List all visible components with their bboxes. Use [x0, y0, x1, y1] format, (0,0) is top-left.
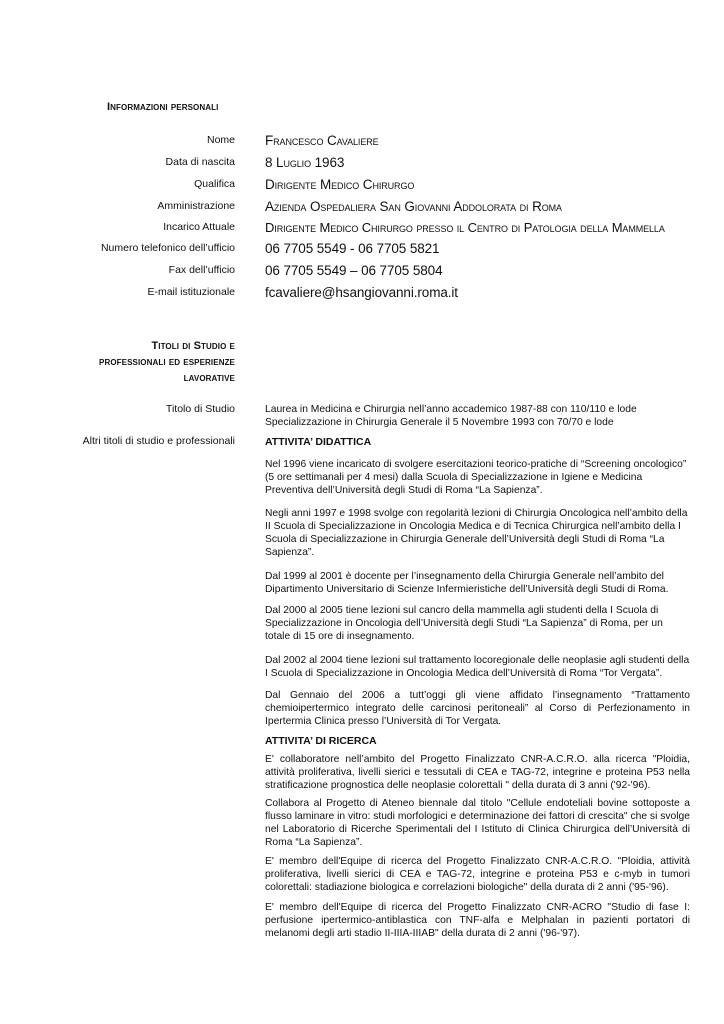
value-incarico: Dirigente Medico Chirurgo presso il Centro di Patologia della Mammella	[265, 220, 665, 235]
titolo-line-specializzazione: Specializzazione in Chirurgia Generale il 5 Novembre 1993 con 70/70 e lode	[265, 417, 614, 428]
ricerca-paragraph-4: E' membro dell'Equipe di ricerca del Progetto Finalizzato CNR-ACRO "Studio di fase I: perfusione ipertermico-antiblastica con TNF-alfa e Melphalan in pazienti portatori di melanomi degli arti stadio II-IIIA-IIIAB" della durata di 2 anni ('96-'97).	[265, 902, 690, 939]
value-telefono: 06 7705 5549 - 06 7705 5821	[265, 241, 440, 256]
value-email[interactable]: fcavaliere@hsangiovanni.roma.it	[265, 285, 458, 300]
studies-heading	[99, 338, 235, 386]
didattica-paragraph-3: Dal 1999 al 2001 è docente per l’insegnamento della Chirurgia Generale nell’ambito del Dipartimento Universitario di Scienze Infermieristiche dell’Università degli Studi di Roma.	[265, 571, 669, 595]
studies-heading-line2: professionali ed esperienze	[99, 356, 235, 368]
titolo-line-laurea: Laurea in Medicina e Chirurgia nell’anno accademico 1987-88 con 110/110 e lode	[265, 404, 637, 415]
label-nome: Nome	[206, 134, 235, 146]
value-nome: Francesco Cavaliere	[265, 133, 379, 148]
didattica-paragraph-2: Negli anni 1997 e 1998 svolge con regolarità lezioni di Chirurgia Oncologica nell’ambito della II Scuola di Specializzazione in Oncologia Medica e di Tecnica Chirurgica nell’ambito della I Scuola di Specializzazione in Chirurgia Generale dell’Università degli Studi di Roma “La Sapienza”.	[265, 508, 688, 558]
studies-heading-line1: Titoli di Studio e	[151, 340, 235, 352]
label-qualifica: Qualifica	[194, 178, 235, 190]
ricerca-paragraph-1: E' collaboratore nell’ambito del Progetto Finalizzato CNR-A.C.R.O. alla ricerca "Ploidia, attività proliferativa, livelli sierici e tessutali di CEA e TAG-72, integrine e proteina P53 nella stratificazione prognostica delle neoplasie colorettali " della durata di 3 anni ('92-'96).	[265, 754, 690, 791]
label-incarico: Incarico Attuale	[163, 221, 235, 233]
value-amministrazione: Azienda Ospedaliera San Giovanni Addolorata di Roma	[265, 199, 562, 214]
studies-heading-line3: lavorative	[183, 372, 235, 384]
personal-info-heading: Informazioni personali	[107, 101, 219, 113]
label-data-nascita: Data di nascita	[165, 156, 235, 168]
titolo-studio-text	[265, 403, 690, 429]
label-titolo-studio: Titolo di Studio	[165, 403, 235, 415]
label-telefono: Numero telefonico dell’ufficio	[100, 242, 235, 254]
value-data-nascita: 8 Luglio 1963	[265, 155, 345, 170]
didattica-paragraph-4: Dal 2000 al 2005 tiene lezioni sul cancro della mammella agli studenti della I Scuola di Specializzazione in Oncologia dell’Università degli Studi “La Sapienza” di Roma, per un totale di 15 ore di insegnamento.	[265, 605, 663, 642]
label-amministrazione: Amministrazione	[157, 200, 235, 212]
label-altri-titoli: Altri titoli di studio e professionali	[82, 435, 235, 447]
value-qualifica: Dirigente Medico Chirurgo	[265, 177, 415, 192]
didattica-paragraph-5: Dal 2002 al 2004 tiene lezioni sul trattamento locoregionale delle neoplasie agli studenti della I Scuola di Specializzazione in Oncologia Medica dell’Università di Roma “Tor Vergata”.	[265, 655, 690, 679]
didattica-paragraph-6: Dal Gennaio del 2006 a tutt’oggi gli viene affidato l’insegnamento “Trattamento chemioipertermico integrato delle carcinosi peritoneali” al Corso di Perfezionamento in Ipertermia Clinica presso l’Università di Tor Vergata.	[265, 690, 690, 727]
ricerca-paragraph-2: Collabora al Progetto di Ateneo biennale dal titolo "Cellule endoteliali bovine sottoposte a flusso laminare in vitro: studi morfologici e determinazione dei fattori di crescita" che si svolge nel Laboratorio di Ricerche Sperimentali del I Istituto di Clinica Chirurgica dell’Università di Roma “La Sapienza”.	[265, 798, 690, 848]
value-fax: 06 7705 5549 – 06 7705 5804	[265, 263, 443, 278]
ricerca-paragraph-3: E' membro dell'Equipe di ricerca del Progetto Finalizzato CNR-A.C.R.O. "Ploidia, attività proliferativa, livelli sierici di CEA e TAG-72, integrine e proteina P53 e c-myb in tumori colorettali: stadiazione biologica e correlazioni biologiche" della durata di 2 anni ('95-'96).	[265, 856, 690, 893]
label-fax: Fax dell’ufficio	[168, 264, 235, 276]
didattica-heading: ATTIVITA’ DIDATTICA	[265, 436, 372, 448]
label-email: E-mail istituzionale	[147, 286, 235, 298]
didattica-paragraph-1: Nel 1996 viene incaricato di svolgere esercitazioni teorico-pratiche di “Screening oncologico” (5 ore settimanali per 4 mesi) dalla Scuola di Specializzazione in Igiene e Medicina Preventiva dell’Università degli Studi di Roma “La Sapienza”.	[265, 459, 687, 496]
ricerca-heading: ATTIVITA’ DI RICERCA	[265, 735, 377, 747]
